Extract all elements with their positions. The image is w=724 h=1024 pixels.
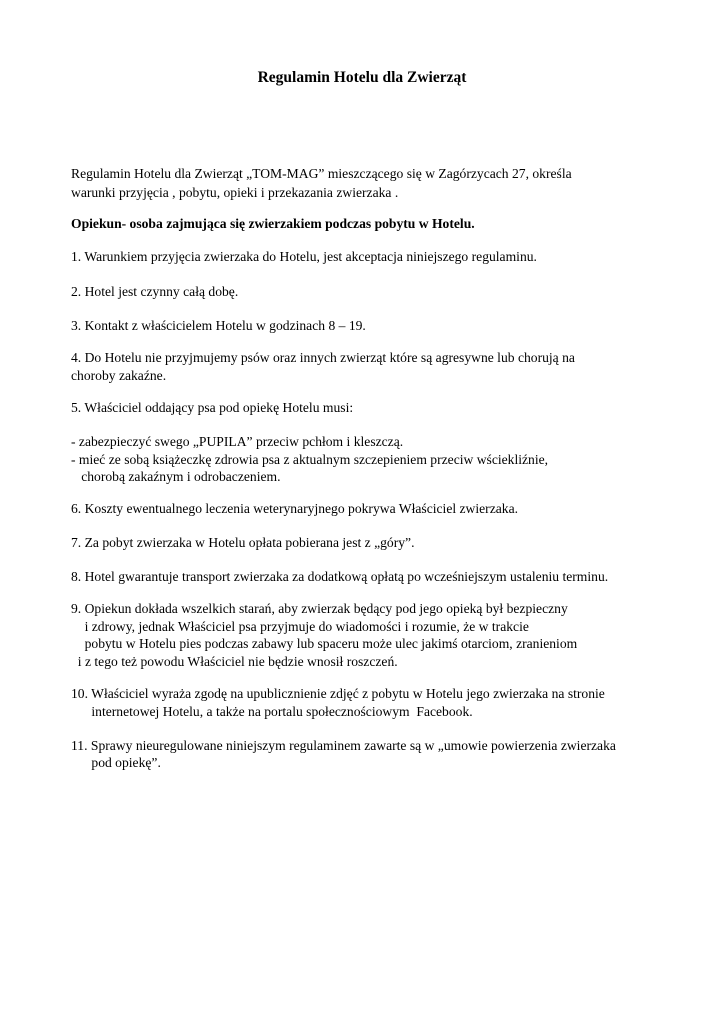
rule-1: 1. Warunkiem przyjęcia zwierzaka do Hotelu, jest akceptacja niniejszego regulaminu. <box>71 249 537 264</box>
rule-4-line-2: choroby zakaźne. <box>71 368 167 383</box>
rule-2: 2. Hotel jest czynny całą dobę. <box>71 284 239 299</box>
rule-9-line-3: pobytu w Hotelu pies podczas zabawy lub spaceru może ulec jakimś otarciom, zranieniom <box>71 636 578 651</box>
rule-9-line-2: i zdrowy, jednak Właściciel psa przyjmuje do wiadomości i rozumie, że w trakcie <box>71 619 529 634</box>
rule-10-line-1: 10. Właściciel wyraża zgodę na upublicznienie zdjęć z pobytu w Hotelu jego zwierzaka na stronie <box>71 686 605 701</box>
rule-8: 8. Hotel gwarantuje transport zwierzaka za dodatkową opłatą po wcześniejszym ustaleniu terminu. <box>71 569 609 584</box>
definition-opiekun: Opiekun- osoba zajmująca się zwierzakiem podczas pobytu w Hotelu. <box>71 216 475 231</box>
rule-10-line-2: internetowej Hotelu, a także na portalu społecznościowym Facebook. <box>71 704 473 719</box>
intro-line-1: Regulamin Hotelu dla Zwierząt „TOM-MAG” mieszczącego się w Zagórzycach 27, określa <box>71 166 572 181</box>
rule-3: 3. Kontakt z właścicielem Hotelu w godzinach 8 – 19. <box>71 318 366 333</box>
rule-9-line-1: 9. Opiekun dokłada wszelkich starań, aby zwierzak będący pod jego opieką był bezpieczny <box>71 601 568 616</box>
intro-line-2: warunki przyjęcia , pobytu, opieki i przekazania zwierzaka . <box>71 185 399 200</box>
rule-5-item-2-cont: chorobą zakaźnym i odrobaczeniem. <box>71 469 281 484</box>
rule-5: 5. Właściciel oddający psa pod opiekę Hotelu musi: <box>71 400 354 415</box>
rule-7: 7. Za pobyt zwierzaka w Hotelu opłata pobierana jest z „góry”. <box>71 535 415 550</box>
rule-6: 6. Koszty ewentualnego leczenia weterynaryjnego pokrywa Właściciel zwierzaka. <box>71 501 519 516</box>
rule-11-line-1: 11. Sprawy nieuregulowane niniejszym regulaminem zawarte są w „umowie powierzenia zwierzaka <box>71 738 616 753</box>
rule-11-line-2: pod opiekę”. <box>71 755 161 770</box>
rule-5-item-2: - mieć ze sobą książeczkę zdrowia psa z aktualnym szczepieniem przeciw wściekliźnie, <box>71 452 549 467</box>
rule-5-item-1: - zabezpieczyć swego „PUPILA” przeciw pchłom i kleszczą. <box>71 434 404 449</box>
rule-9-line-4: i z tego też powodu Właściciel nie będzie wnosił roszczeń. <box>71 654 398 669</box>
document-title: Regulamin Hotelu dla Zwierząt <box>257 69 467 86</box>
rule-4-line-1: 4. Do Hotelu nie przyjmujemy psów oraz innych zwierząt które są agresywne lub chorują na <box>71 350 575 365</box>
